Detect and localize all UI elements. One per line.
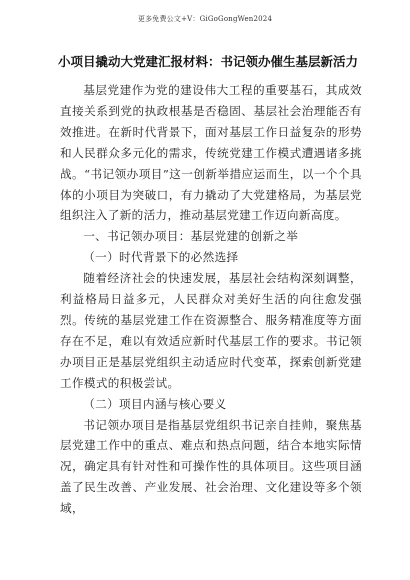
- intro-paragraph: 基层党建作为党的建设伟大工程的重要基石，其成效直接关系到党的执政根基是否稳固、基层社会治理能否有效推进。在新时代背景下，面对基层工作日益复杂的形势和人民群众多元化的需求，传统党建工作模式遭遇诸多挑战。“书记领办项目”这一创新举措应运而生，以一个个具体的小项目为突破口，有力撬动了大党建格局，为基层党组织注入了新的活力，推动基层党建工作迈向新高度。: [60, 83, 362, 223]
- document-title: 小项目撬动大党建汇报材料：书记领办催生基层新活力: [57, 54, 358, 69]
- body-paragraph-1: 随着经济社会的快速发展，基层社会结构深刻调整，利益格局日益多元，人民群众对美好生活的向往愈发强烈。传统的基层党建工作在资源整合、服务精准度等方面存在不足，难以有效适应新时代基层工作的要求。书记领办项目正是基层党组织主动适应时代变革，探索创新党建工作模式的积极尝试。: [60, 271, 362, 390]
- body-paragraph-2: 书记领办项目是指基层党组织书记亲自挂帅，聚焦基层党建工作中的重点、难点和热点问题，结合本地实际情况，确定具有针对性和可操作性的具体项目。这些项目涵盖了民生改善、产业发展、社会治理、文化建设等多个领域，: [60, 417, 362, 516]
- subsection-heading-2: （二）项目内涵与核心要义: [83, 396, 227, 411]
- document-body: [60, 80, 362, 519]
- subsection-heading-1: （一）时代背景下的必然选择: [83, 250, 239, 265]
- header-note: 更多免费公文+V：GiGoGongWen2024: [137, 15, 273, 23]
- section-heading-1: 一、书记领办项目：基层党建的创新之举: [83, 229, 299, 244]
